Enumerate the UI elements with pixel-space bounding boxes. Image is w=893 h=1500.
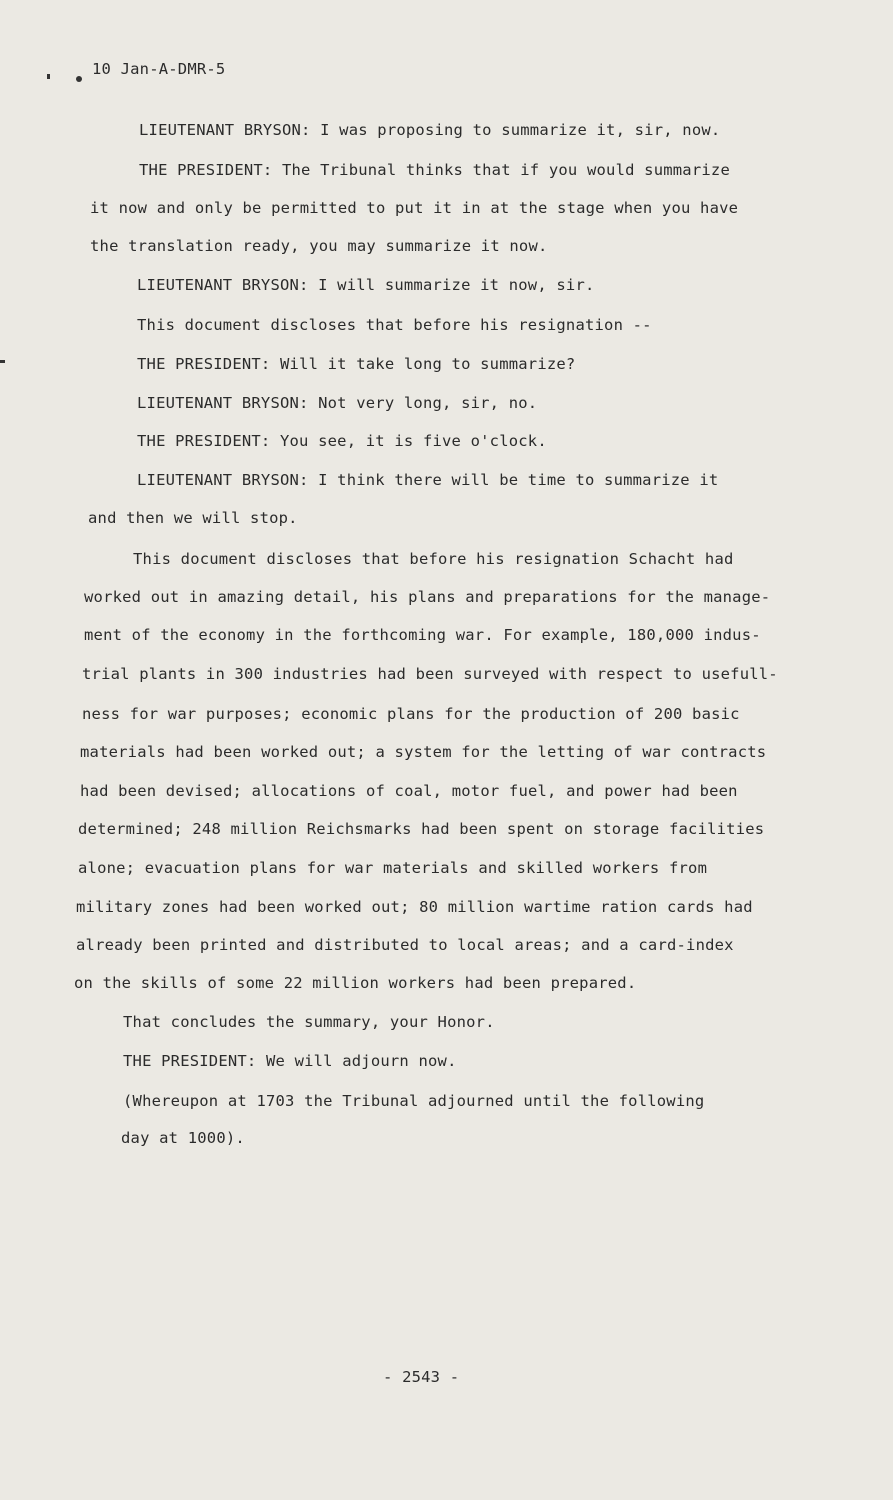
transcript-line: This document discloses that before his resignation -- [137,316,652,334]
transcript-line: materials had been worked out; a system for the letting of war contracts [80,743,767,761]
transcript-line: (Whereupon at 1703 the Tribunal adjourned until the following [123,1092,705,1110]
transcript-line: ness for war purposes; economic plans for the production of 200 basic [82,705,740,723]
transcript-line: determined; 248 million Reichsmarks had been spent on storage facilities [78,820,765,838]
transcript-line: LIEUTENANT BRYSON: I will summarize it now, sir. [137,276,595,294]
transcript-line: had been devised; allocations of coal, motor fuel, and power had been [80,782,738,800]
left-edge-mark [0,360,5,363]
transcript-line: already been printed and distributed to local areas; and a card-index [76,936,734,954]
transcript-line: it now and only be permitted to put it in at the stage when you have [90,199,739,217]
transcript-line: THE PRESIDENT: The Tribunal thinks that if you would summarize [139,161,730,179]
margin-mark [47,74,50,79]
transcript-line: alone; evacuation plans for war materials and skilled workers from [78,859,708,877]
transcript-line: That concludes the summary, your Honor. [123,1013,495,1031]
transcript-line: THE PRESIDENT: Will it take long to summarize? [137,355,576,373]
transcript-line: trial plants in 300 industries had been surveyed with respect to usefull- [82,665,778,683]
transcript-line: LIEUTENANT BRYSON: I was proposing to summarize it, sir, now. [139,121,721,139]
transcript-line: worked out in amazing detail, his plans and preparations for the manage- [84,588,771,606]
transcript-line: THE PRESIDENT: We will adjourn now. [123,1052,457,1070]
transcript-line: LIEUTENANT BRYSON: Not very long, sir, no. [137,394,538,412]
transcript-line: LIEUTENANT BRYSON: I think there will be time to summarize it [137,471,719,489]
transcript-line: This document discloses that before his resignation Schacht had [133,550,734,568]
transcript-line: and then we will stop. [88,509,298,527]
page-reference: 10 Jan-A-DMR-5 [92,60,226,78]
transcript-line: the translation ready, you may summarize it now. [90,237,548,255]
transcript-line: on the skills of some 22 million workers had been prepared. [74,974,637,992]
punch-mark [76,76,82,82]
page-number: - 2543 - [383,1368,460,1386]
transcript-line: military zones had been worked out; 80 million wartime ration cards had [76,898,753,916]
transcript-line: ment of the economy in the forthcoming war. For example, 180,000 indus- [84,626,761,644]
transcript-line: THE PRESIDENT: You see, it is five o'clock. [137,432,547,450]
transcript-line: day at 1000). [121,1129,245,1147]
